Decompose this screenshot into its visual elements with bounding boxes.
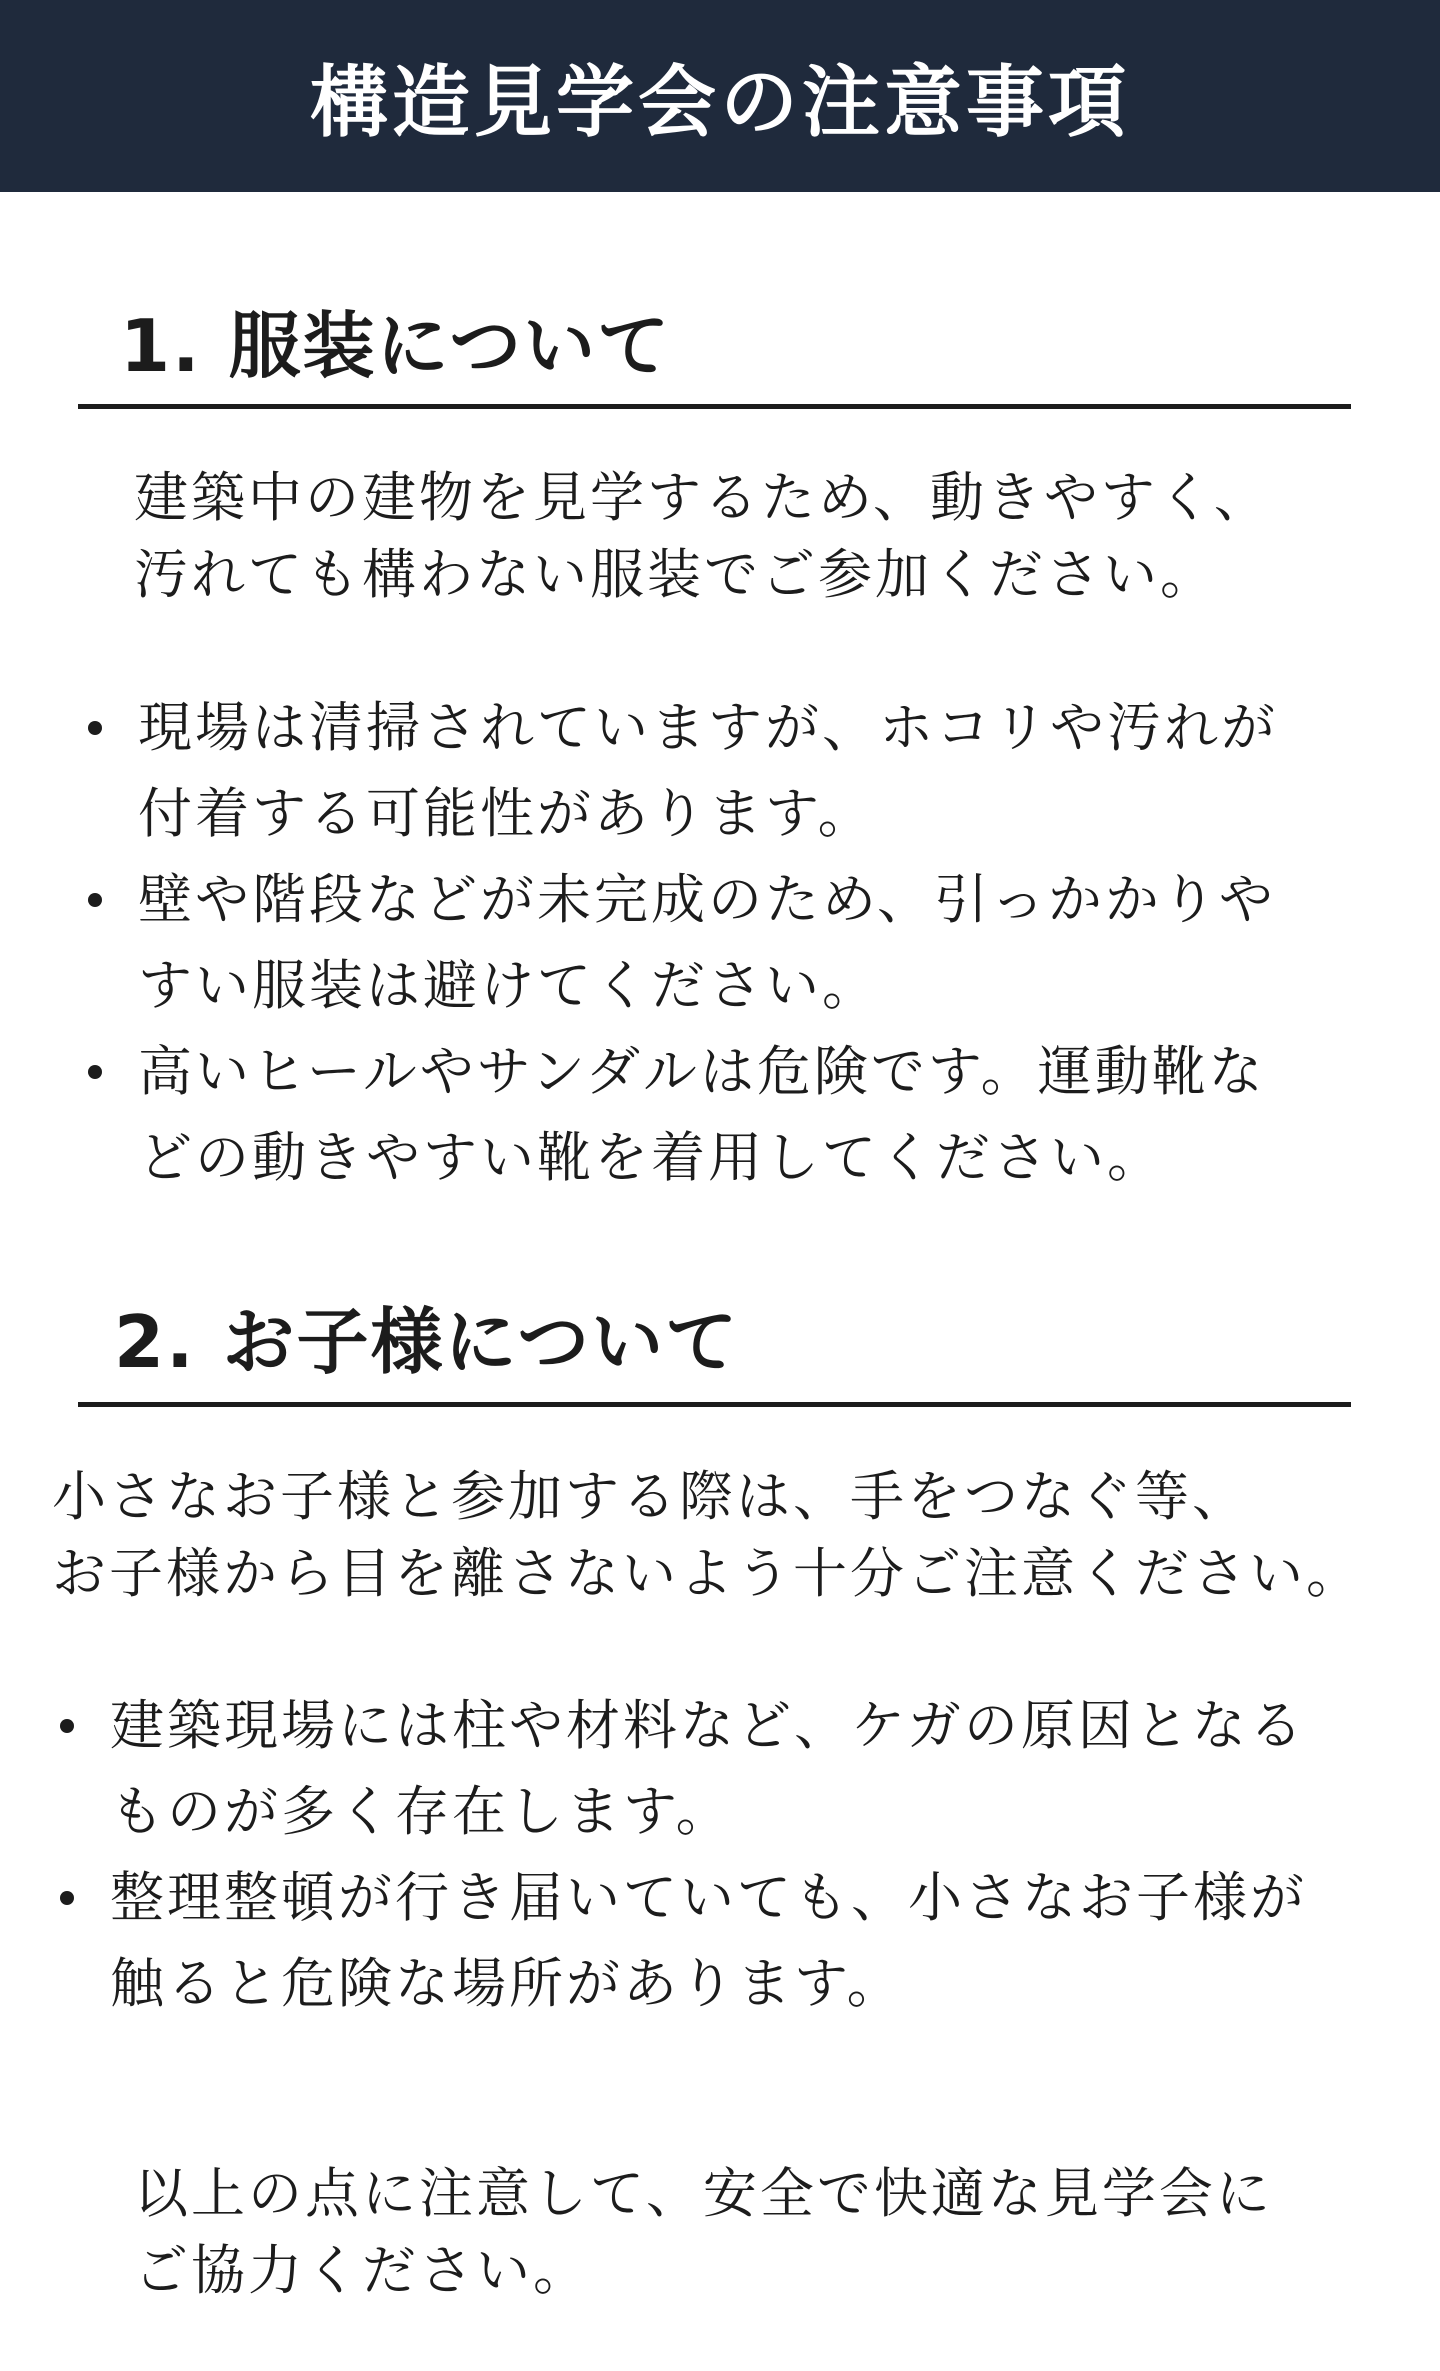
section-title-children: 2. お子様について [114,1300,740,1384]
list-item [60,1855,1307,2027]
section-divider [78,1402,1351,1407]
bullet-line: 整理整頓が行き届いていても、小さなお子様が [110,1866,1307,1929]
bullet-icon [60,1719,74,1733]
children-bullet-list [60,1683,1307,2027]
closing-line: ご協力ください。 [134,2239,590,2302]
list-item [60,1683,1307,1855]
section-intro-clothing [134,459,1271,613]
intro-line: お子様から目を離さないよう十分ご注意ください。 [52,1542,1363,1605]
bullet-icon [60,1891,74,1905]
bullet-line: 触ると危険な場所があります。 [110,1952,904,2015]
bullet-line: 付着する可能性があります。 [138,782,875,845]
intro-line: 小さなお子様と参加する際は、手をつなぐ等、 [52,1465,1249,1528]
section-title-clothing: 1. 服装について [120,304,672,388]
list-item [88,685,1278,857]
bullet-line: どの動きやすい靴を着用してください。 [138,1126,1164,1189]
bullet-line: 壁や階段などが未完成のため、引っかかりや [138,868,1276,931]
bullet-icon [88,721,102,735]
bullet-line: ものが多く存在します。 [110,1780,733,1843]
bullet-icon [88,893,102,907]
intro-line: 汚れても構わない服装でご参加ください。 [134,543,1217,606]
bullet-line: 高いヒールやサンダルは危険です。運動靴な [138,1040,1266,1103]
closing-line: 以上の点に注意して、安全で快適な見学会に [134,2162,1273,2225]
page-title: 構造見学会の注意事項 [309,58,1130,148]
closing-message [134,2155,1273,2309]
clothing-bullet-list [88,685,1278,1201]
page-header [0,0,1440,192]
bullet-icon [88,1065,102,1079]
list-item [88,1029,1278,1201]
section-divider [78,404,1351,409]
bullet-line: 現場は清掃されていますが、ホコリや汚れが [138,696,1278,759]
section-intro-children [52,1458,1363,1612]
intro-line: 建築中の建物を見学するため、動きやすく、 [134,466,1271,529]
bullet-line: すい服装は避けてください。 [138,954,879,1017]
list-item [88,857,1278,1029]
bullet-line: 建築現場には柱や材料など、ケガの原因となる [110,1694,1306,1757]
